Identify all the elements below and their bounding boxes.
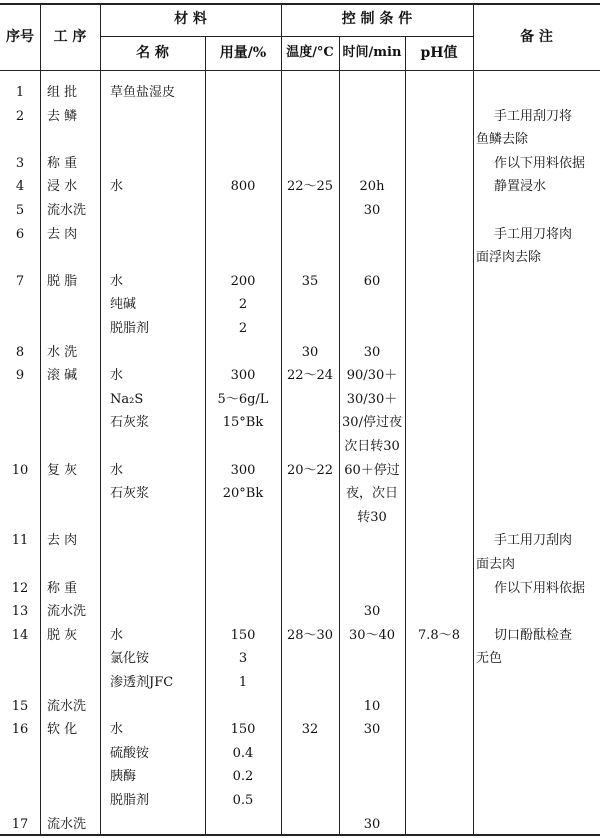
row-time: 30: [363, 722, 381, 738]
row-seq: 13: [11, 604, 29, 620]
row-time: 10: [363, 698, 381, 714]
row-material: 脱脂剂: [110, 321, 150, 336]
row-note: 切口酚酞检查: [494, 627, 573, 643]
row-process: 去 肉: [47, 226, 78, 242]
row-time: 30: [363, 203, 381, 218]
row-process: 流水洗: [47, 604, 87, 620]
row-time: 30: [363, 344, 381, 360]
row-temp: 32: [301, 722, 319, 738]
row-dosage: 5～6g/L: [217, 391, 269, 407]
row-note: 面去肉: [476, 557, 516, 572]
header-ph: pH值: [420, 45, 458, 61]
row-time: 20h: [359, 179, 385, 195]
row-dosage: 0.2: [232, 769, 254, 785]
row-material: 纯碱: [110, 297, 137, 313]
row-note: 作以下用料依据: [494, 580, 586, 596]
row-seq: 7: [15, 273, 25, 289]
row-note: 作以下用料依据: [494, 155, 586, 171]
row-dosage: 300: [230, 462, 256, 478]
row-note: 面浮肉去除: [476, 250, 542, 266]
row-material: 硫酸铵: [110, 745, 150, 761]
row-time: 90/30＋: [346, 368, 398, 384]
row-seq: 12: [11, 580, 29, 596]
row-dosage: 20°Bk: [222, 486, 264, 502]
row-material: 水: [110, 627, 124, 643]
header-material-name: 名 称: [136, 45, 169, 61]
table-top-rule: [0, 3, 600, 5]
row-process: 脱 脂: [47, 273, 78, 289]
row-temp: 22～24: [286, 368, 334, 384]
row-time: 30: [363, 604, 381, 620]
col-divider-7: [473, 3, 474, 835]
row-dosage: 150: [230, 722, 256, 738]
row-material: Na₂S: [110, 391, 144, 407]
row-note: 手工用刀将肉: [494, 226, 573, 242]
row-dosage: 800: [230, 179, 256, 195]
row-time: 30/30＋: [346, 391, 398, 407]
row-seq: 14: [11, 627, 29, 643]
row-time: 30/停过夜: [342, 415, 402, 431]
row-time: 转30: [357, 509, 387, 525]
row-seq: 10: [11, 462, 29, 478]
row-seq: 5: [15, 203, 25, 218]
row-material: 水: [110, 368, 124, 384]
row-process: 脱 灰: [47, 627, 78, 643]
row-process: 复 灰: [47, 462, 78, 478]
row-process: 流水洗: [47, 698, 87, 714]
row-seq: 17: [11, 816, 29, 832]
row-time: 次日转30: [344, 439, 400, 454]
row-process: 水 洗: [47, 344, 78, 360]
row-material: 脱脂剂: [110, 793, 150, 808]
header-bottom-rule: [0, 70, 600, 71]
col-divider-3: [205, 36, 206, 835]
header-control: 控 制 条 件: [341, 11, 413, 27]
row-dosage: 150: [230, 627, 256, 643]
row-seq: 2: [15, 108, 25, 124]
row-process: 去 肉: [47, 533, 78, 549]
row-temp: 20～22: [286, 462, 334, 478]
header-process: 工 序: [53, 29, 87, 45]
row-seq: 8: [15, 344, 25, 360]
row-process: 去 鳞: [47, 108, 78, 124]
row-seq: 11: [11, 533, 29, 549]
row-temp: 30: [301, 344, 319, 360]
row-dosage: 300: [230, 368, 256, 384]
row-process: 软 化: [47, 722, 78, 738]
header-time: 时间/min: [342, 45, 402, 60]
header-notes: 备 注: [520, 29, 553, 45]
row-material: 氯化铵: [110, 651, 150, 667]
row-temp: 28～30: [286, 627, 334, 643]
row-material: 水: [110, 179, 124, 195]
row-temp: 35: [301, 273, 319, 289]
header-temp: 温度/°C: [286, 45, 334, 60]
row-time: 30: [363, 816, 381, 832]
row-dosage: 2: [238, 297, 248, 313]
row-time: 60: [363, 273, 381, 289]
row-material: 水: [110, 722, 124, 738]
row-seq: 16: [11, 722, 29, 738]
row-ph: 7.8～8: [418, 627, 460, 643]
col-divider-6: [405, 36, 406, 835]
row-process: 组 批: [47, 85, 78, 100]
row-seq: 15: [11, 698, 29, 714]
row-temp: 22～25: [286, 179, 334, 195]
row-note: 静置浸水: [494, 179, 547, 195]
header-mid-rule: [100, 36, 473, 37]
header-seq: 序号: [6, 29, 34, 45]
row-note: 手工用刀刮肉: [494, 533, 573, 549]
row-time: 60＋停过: [344, 462, 400, 478]
row-dosage: 2: [238, 321, 248, 336]
row-dosage: 0.5: [232, 793, 254, 808]
header-dosage: 用量/%: [219, 45, 267, 61]
row-note: 手工用刮刀将: [494, 108, 573, 124]
col-divider-1: [40, 3, 41, 835]
row-time: 夜，次日: [345, 486, 398, 502]
row-seq: 4: [15, 179, 25, 195]
row-dosage: 0.4: [232, 745, 254, 761]
row-seq: 1: [15, 85, 25, 100]
row-material: 石灰浆: [110, 486, 150, 502]
row-dosage: 1: [238, 675, 248, 690]
row-time: 30～40: [348, 627, 396, 643]
row-seq: 9: [15, 368, 25, 384]
row-process: 称 重: [47, 155, 78, 171]
row-material: 水: [110, 273, 124, 289]
row-note: 无色: [476, 651, 503, 667]
header-materials: 材 料: [174, 11, 207, 27]
row-material: 草鱼盐湿皮: [110, 85, 176, 100]
row-seq: 3: [15, 155, 25, 171]
col-divider-2: [100, 3, 101, 835]
row-material: 水: [110, 462, 124, 478]
row-process: 滚 碱: [47, 368, 78, 384]
row-process: 称 重: [47, 580, 78, 596]
row-dosage: 200: [230, 273, 256, 289]
row-note: 鱼鳞去除: [476, 132, 529, 148]
row-seq: 6: [15, 226, 25, 242]
row-material: 胰酶: [110, 769, 137, 785]
row-dosage: 3: [238, 651, 248, 667]
row-process: 流水洗: [47, 203, 87, 218]
row-dosage: 15°Bk: [222, 415, 264, 431]
row-process: 流水洗: [47, 816, 87, 832]
row-material: 渗透剂JFC: [110, 675, 174, 690]
col-divider-4: [281, 3, 282, 835]
row-process: 浸 水: [47, 179, 78, 195]
row-material: 石灰浆: [110, 415, 150, 431]
